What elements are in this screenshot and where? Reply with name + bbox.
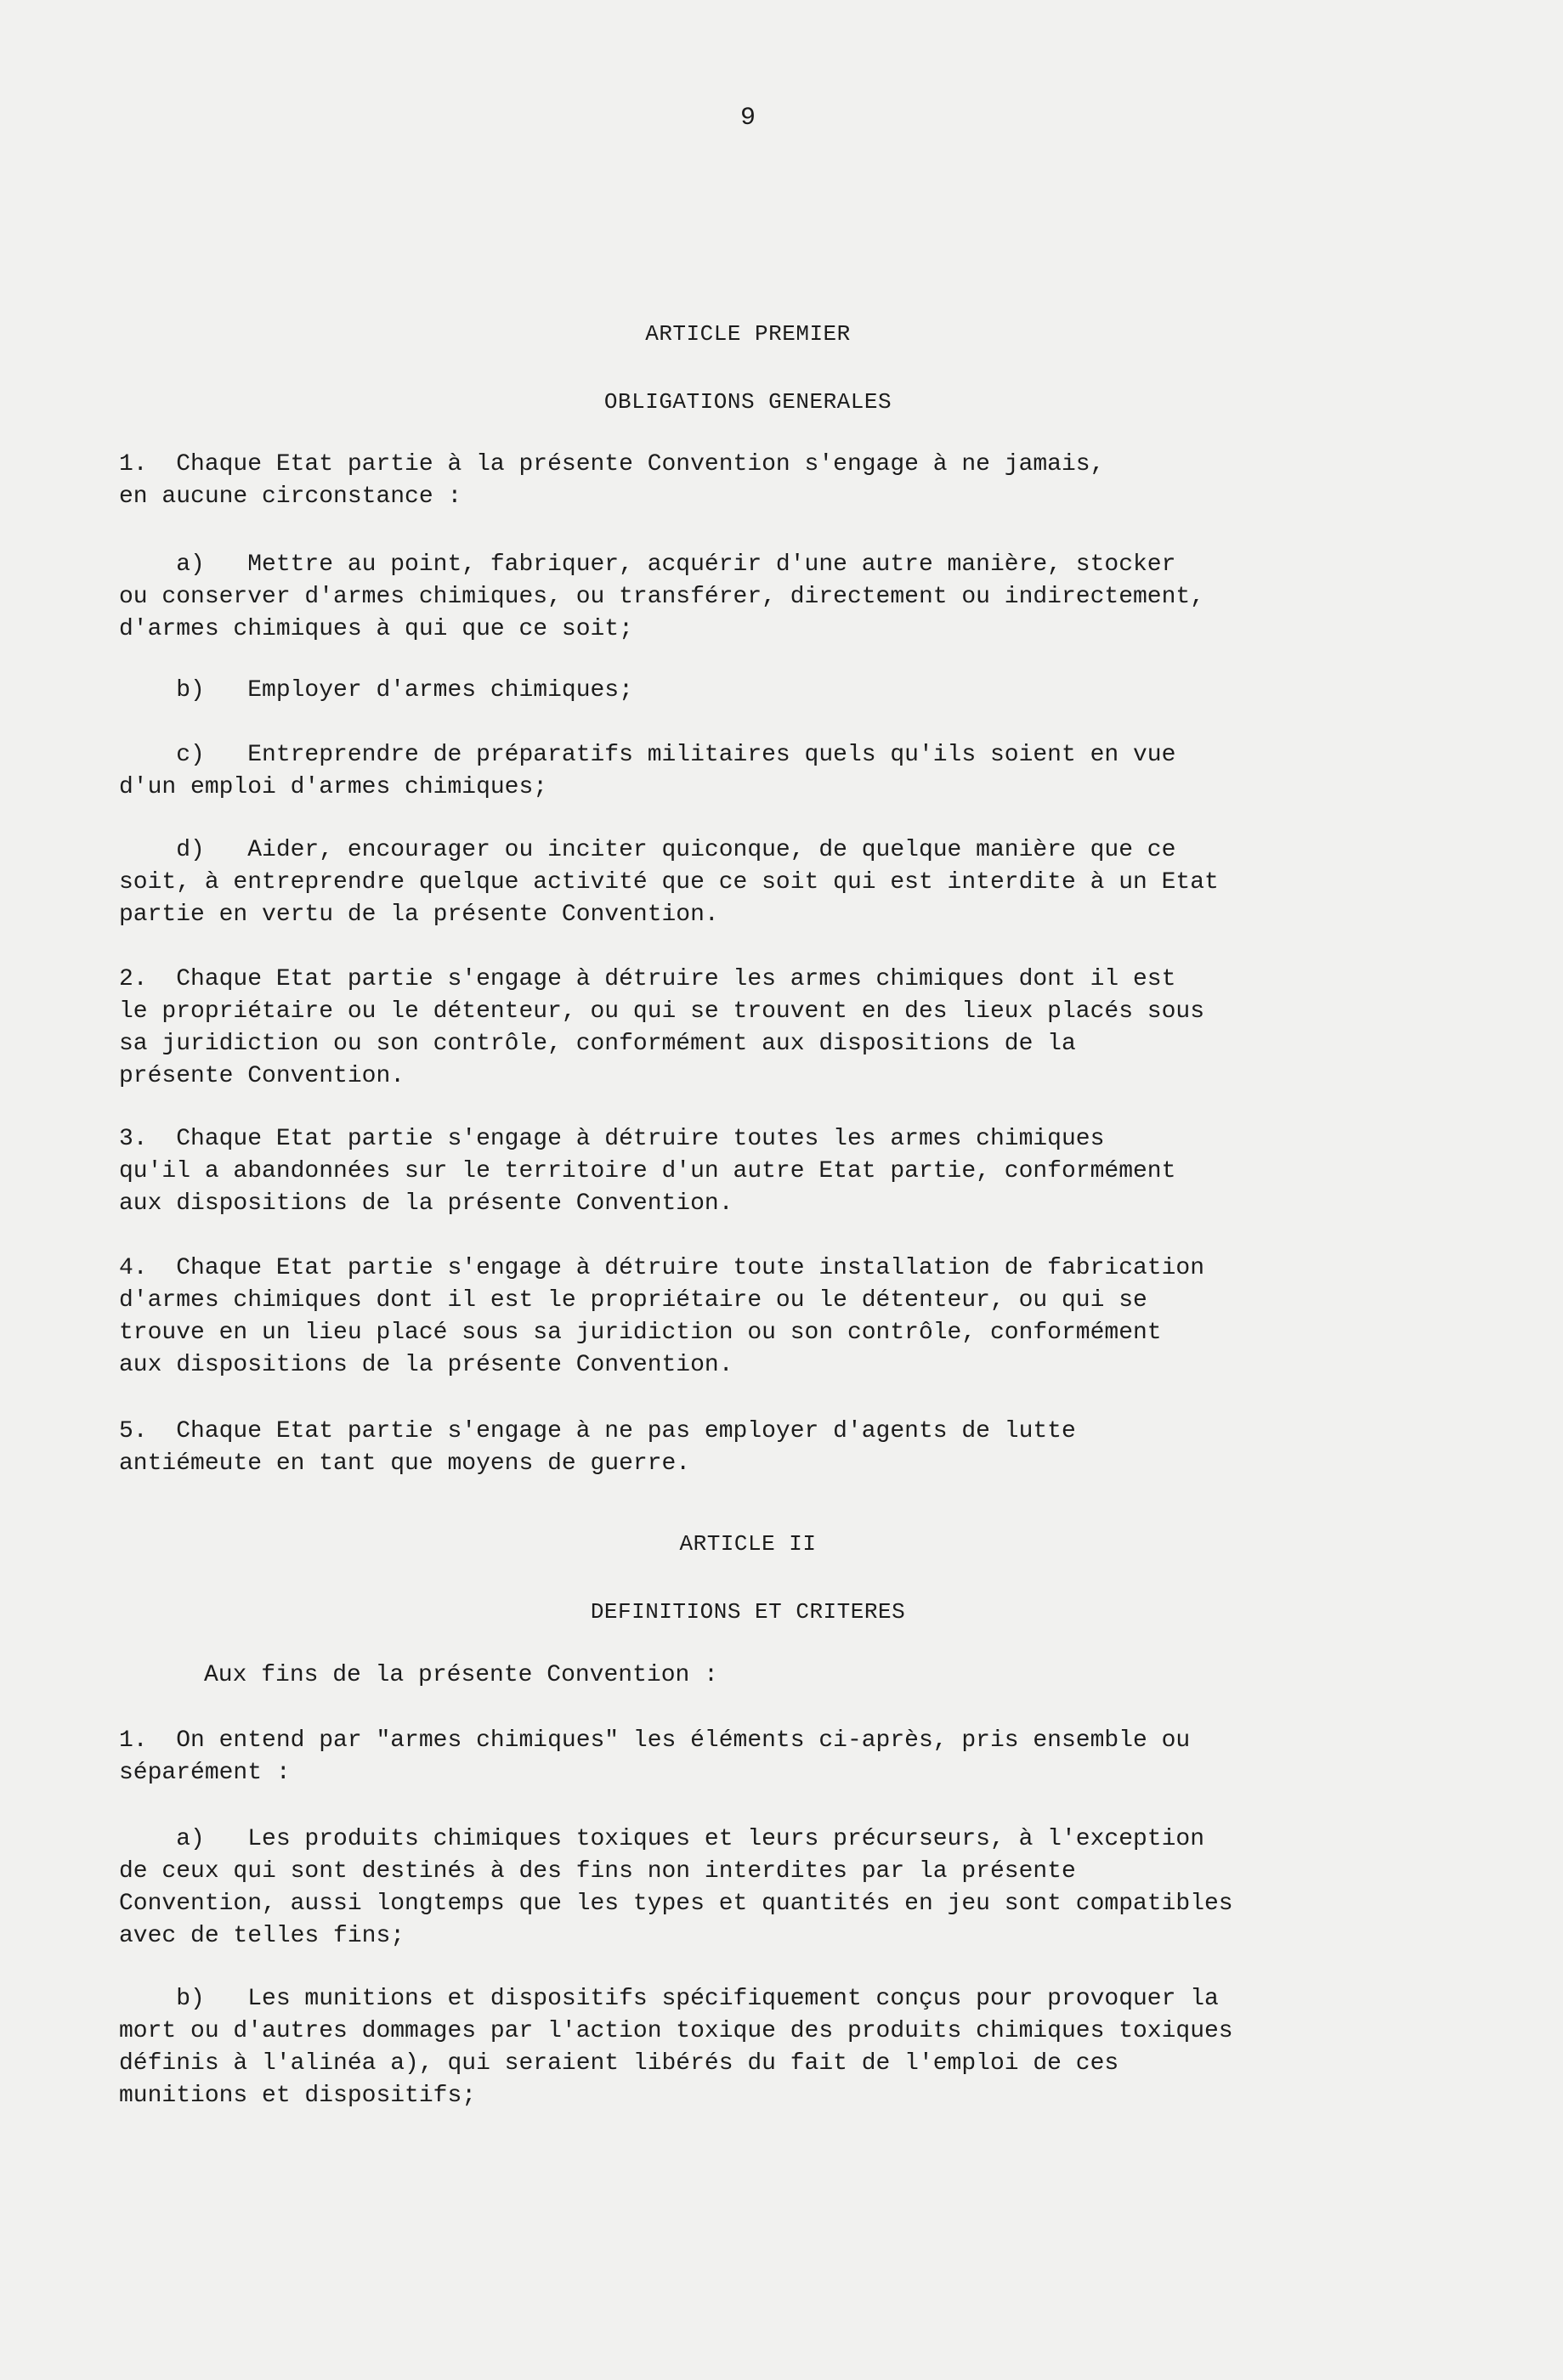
text-line: 2. Chaque Etat partie s'engage à détruire les armes chimiques dont il est xyxy=(119,966,1176,992)
text-line: d'armes chimiques dont il est le propriétaire ou le détenteur, ou qui se xyxy=(119,1287,1147,1314)
text-line: 1. Chaque Etat partie à la présente Convention s'engage à ne jamais, xyxy=(119,451,1105,478)
page-number: 9 xyxy=(739,104,756,133)
text-line: ou conserver d'armes chimiques, ou transférer, directement ou indirectement, xyxy=(119,584,1205,610)
article-1-paragraph-1c xyxy=(119,739,1411,804)
text-line: Convention, aussi longtemps que les types et quantités en jeu sont compatibles xyxy=(119,1891,1233,1917)
text-line: a) Les produits chimiques toxiques et leurs précurseurs, à l'exception xyxy=(119,1826,1205,1852)
article-1-paragraph-1b xyxy=(119,675,1411,707)
article-1-paragraph-5 xyxy=(119,1416,1411,1480)
text-line: antiémeute en tant que moyens de guerre. xyxy=(119,1450,691,1477)
text-line: c) Entreprendre de préparatifs militaires quels qu'ils soient en vue xyxy=(119,742,1176,768)
text-line: présente Convention. xyxy=(119,1063,405,1089)
article-1-paragraph-1d xyxy=(119,834,1411,931)
article-1-paragraph-1 xyxy=(119,449,1411,513)
text-line: qu'il a abandonnées sur le territoire d'un autre Etat partie, conformément xyxy=(119,1158,1176,1184)
text-line: d'armes chimiques à qui que ce soit; xyxy=(119,616,633,642)
text-line: aux dispositions de la présente Convention. xyxy=(119,1190,733,1217)
text-line: en aucune circonstance : xyxy=(119,483,462,510)
text-line: d) Aider, encourager ou inciter quiconque, de quelque manière que ce xyxy=(119,837,1176,863)
text-line: 1. On entend par "armes chimiques" les éléments ci-après, pris ensemble ou xyxy=(119,1727,1191,1754)
text-line: b) Employer d'armes chimiques; xyxy=(119,677,633,704)
article-1-subtitle: OBLIGATIONS GENERALES xyxy=(603,389,892,415)
text-line: 5. Chaque Etat partie s'engage à ne pas employer d'agents de lutte xyxy=(119,1418,1076,1444)
text-line: séparément : xyxy=(119,1760,291,1786)
text-line: 4. Chaque Etat partie s'engage à détruire toute installation de fabrication xyxy=(119,1255,1205,1281)
article-1-paragraph-3 xyxy=(119,1123,1411,1220)
text-line: mort ou d'autres dommages par l'action toxique des produits chimiques toxiques xyxy=(119,2018,1233,2044)
text-line: 3. Chaque Etat partie s'engage à détruire toutes les armes chimiques xyxy=(119,1126,1105,1152)
text-line: a) Mettre au point, fabriquer, acquérir d'une autre manière, stocker xyxy=(119,551,1176,578)
text-line: sa juridiction ou son contrôle, conformément aux dispositions de la xyxy=(119,1031,1076,1057)
text-line: avec de telles fins; xyxy=(119,1923,405,1949)
article-1-paragraph-1a xyxy=(119,549,1411,646)
article-2-intro: Aux fins de la présente Convention : xyxy=(204,1662,718,1688)
article-1-title: ARTICLE PREMIER xyxy=(645,321,851,347)
article-1-paragraph-2 xyxy=(119,964,1411,1093)
text-line: le propriétaire ou le détenteur, ou qui se trouvent en des lieux placés sous xyxy=(119,998,1205,1025)
article-2-paragraph-1b xyxy=(119,1983,1411,2112)
text-line: aux dispositions de la présente Convention. xyxy=(119,1352,733,1378)
text-line: définis à l'alinéa a), qui seraient libérés du fait de l'emploi de ces xyxy=(119,2050,1119,2077)
text-line: de ceux qui sont destinés à des fins non interdites par la présente xyxy=(119,1858,1076,1885)
text-line: partie en vertu de la présente Convention. xyxy=(119,902,719,928)
article-2-title: ARTICLE II xyxy=(679,1531,817,1557)
text-line: b) Les munitions et dispositifs spécifiquement conçus pour provoquer la xyxy=(119,1986,1219,2012)
text-line: trouve en un lieu placé sous sa juridiction ou son contrôle, conformément xyxy=(119,1320,1162,1346)
article-1-paragraph-4 xyxy=(119,1252,1411,1382)
article-2-subtitle: DEFINITIONS ET CRITERES xyxy=(590,1599,906,1625)
text-line: soit, à entreprendre quelque activité que ce soit qui est interdite à un Etat xyxy=(119,869,1219,896)
article-2-paragraph-1 xyxy=(119,1725,1411,1789)
text-line: munitions et dispositifs; xyxy=(119,2083,477,2109)
article-2-paragraph-1a xyxy=(119,1823,1411,1953)
text-line: d'un emploi d'armes chimiques; xyxy=(119,774,548,800)
